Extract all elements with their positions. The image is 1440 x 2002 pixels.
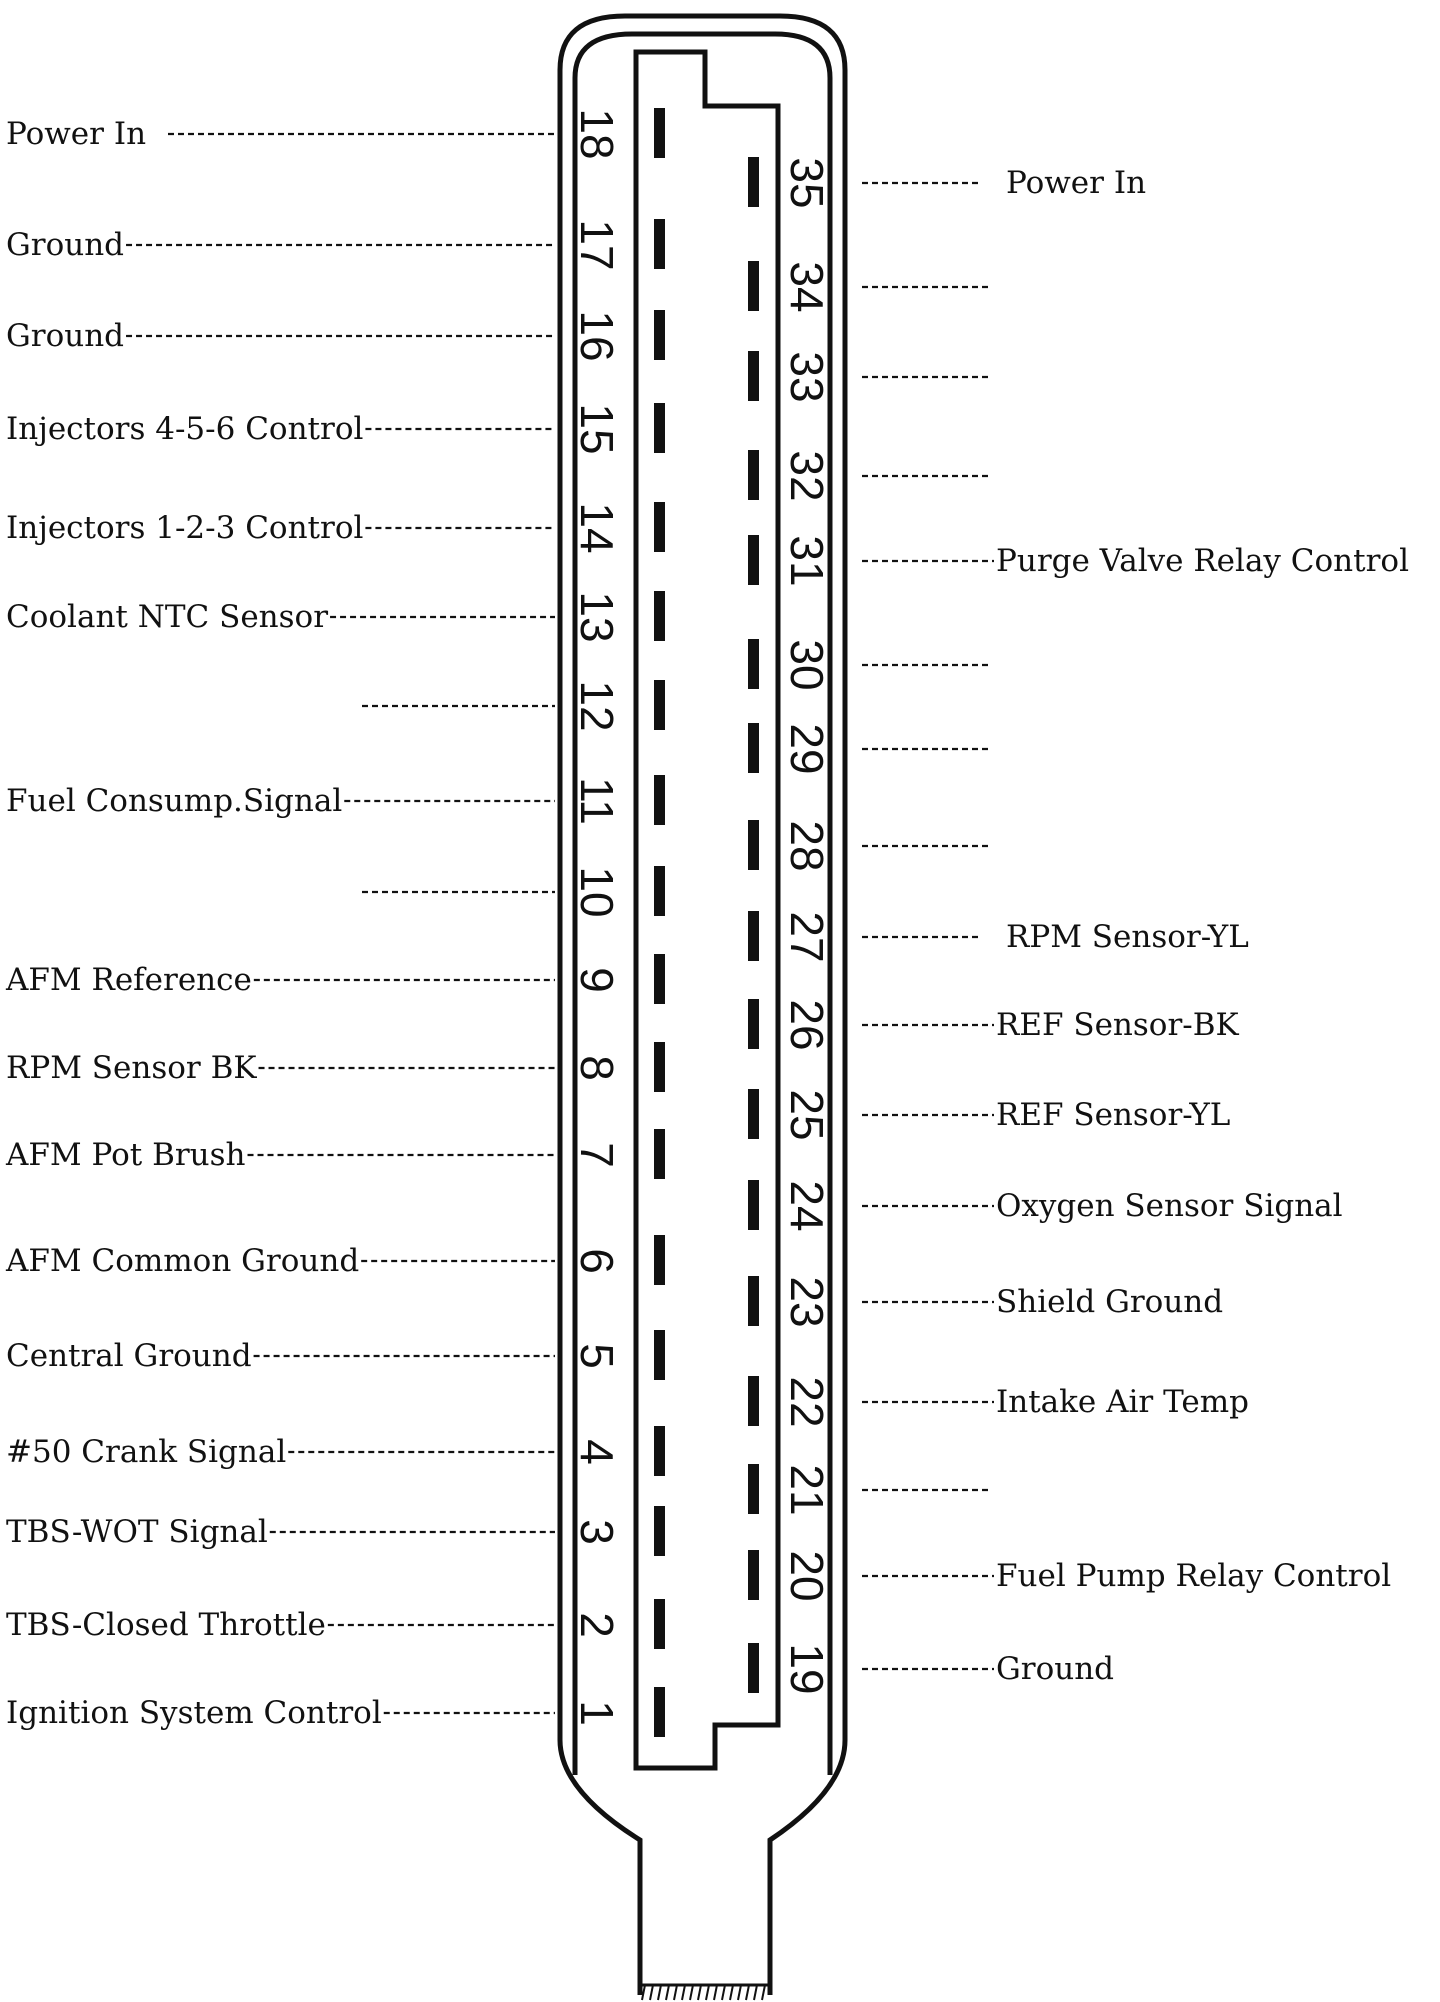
pin-label: REF Sensor-BK xyxy=(996,1007,1239,1043)
left-pin-2 xyxy=(6,1599,665,1649)
right-pin-35 xyxy=(748,157,1146,209)
pin-number: 9 xyxy=(571,967,623,993)
left-pin-13 xyxy=(6,591,665,643)
pin-number: 16 xyxy=(571,310,623,362)
right-pin-27 xyxy=(748,911,1249,963)
pin-label: AFM Reference xyxy=(6,962,252,998)
pin-contact xyxy=(748,1089,759,1139)
pin-contact xyxy=(748,1376,759,1426)
pin-contact xyxy=(748,1643,759,1693)
pin-number: 3 xyxy=(571,1519,623,1545)
pin-label: Injectors 4-5-6 Control xyxy=(6,411,364,447)
pin-number: 34 xyxy=(781,261,833,313)
pin-number: 15 xyxy=(571,403,623,455)
pin-contact xyxy=(654,1129,665,1179)
pin-number: 19 xyxy=(781,1643,833,1695)
pin-number: 14 xyxy=(571,502,623,554)
pin-number: 21 xyxy=(781,1464,833,1516)
pin-label: TBS-WOT Signal xyxy=(6,1514,268,1550)
cable-strands xyxy=(640,1985,770,2000)
pin-label: Intake Air Temp xyxy=(996,1384,1249,1420)
pin-contact xyxy=(654,1506,665,1556)
pin-contact xyxy=(654,591,665,641)
pin-label: Shield Ground xyxy=(996,1284,1224,1320)
pin-number: 33 xyxy=(781,351,833,403)
left-pin-6 xyxy=(5,1235,665,1285)
left-pin-1 xyxy=(6,1687,665,1737)
left-pin-16 xyxy=(6,310,665,362)
left-pin-7 xyxy=(5,1129,665,1179)
pin-contact xyxy=(748,639,759,689)
pin-contact xyxy=(748,1550,759,1600)
pin-label: Oxygen Sensor Signal xyxy=(996,1188,1343,1224)
pin-number: 6 xyxy=(571,1248,623,1274)
right-pin-26 xyxy=(748,999,1240,1051)
pin-contact xyxy=(748,1180,759,1230)
pin-number: 30 xyxy=(781,639,833,691)
pin-contact xyxy=(748,723,759,773)
left-pin-17 xyxy=(6,219,665,271)
pin-number: 2 xyxy=(571,1612,623,1638)
left-pin-10 xyxy=(362,866,665,918)
right-pin-21 xyxy=(748,1464,992,1516)
pin-contact xyxy=(654,866,665,916)
left-pin-row xyxy=(5,108,665,1737)
right-pin-30 xyxy=(748,639,992,691)
right-pin-19 xyxy=(748,1643,1114,1695)
left-pin-12 xyxy=(362,680,665,732)
pin-contact xyxy=(654,775,665,825)
pin-number: 12 xyxy=(571,680,623,732)
pin-number: 13 xyxy=(571,591,623,643)
pin-contact xyxy=(748,1464,759,1514)
pin-number: 8 xyxy=(571,1055,623,1081)
pin-number: 32 xyxy=(781,450,833,502)
pin-number: 17 xyxy=(571,219,623,271)
left-pin-14 xyxy=(6,502,665,554)
pin-contact xyxy=(748,261,759,311)
pin-label: Power In xyxy=(1006,165,1147,201)
pin-label: REF Sensor-YL xyxy=(996,1097,1231,1133)
pin-contact xyxy=(748,450,759,500)
right-pin-22 xyxy=(748,1376,1249,1428)
pin-label: RPM Sensor-YL xyxy=(1006,919,1249,955)
pin-label: AFM Pot Brush xyxy=(6,1137,246,1173)
pin-label: #50 Crank Signal xyxy=(6,1434,287,1470)
pin-label: Fuel Pump Relay Control xyxy=(996,1558,1392,1594)
pin-label: Power In xyxy=(6,116,147,152)
pin-label: AFM Common Ground xyxy=(6,1243,360,1279)
pin-contact xyxy=(748,1276,759,1326)
pin-label: Ignition System Control xyxy=(6,1695,382,1731)
pin-number: 23 xyxy=(781,1276,833,1328)
pin-label: Coolant NTC Sensor xyxy=(6,599,329,635)
pin-contact xyxy=(654,310,665,360)
pin-number: 4 xyxy=(571,1439,623,1465)
pin-contact xyxy=(654,954,665,1004)
left-pin-15 xyxy=(6,403,665,455)
pin-number: 10 xyxy=(571,866,623,918)
right-pin-34 xyxy=(748,261,992,313)
pin-contact xyxy=(654,680,665,730)
pin-number: 27 xyxy=(781,911,833,963)
pin-number: 26 xyxy=(781,999,833,1051)
left-pin-3 xyxy=(6,1506,665,1556)
pin-contact xyxy=(654,1235,665,1285)
left-pin-4 xyxy=(6,1426,665,1476)
pin-number: 25 xyxy=(781,1089,833,1141)
pin-contact xyxy=(654,219,665,269)
pin-label: RPM Sensor BK xyxy=(6,1050,257,1086)
pin-label: Central Ground xyxy=(6,1338,252,1374)
right-pin-29 xyxy=(748,723,992,775)
pin-contact xyxy=(654,403,665,453)
pin-number: 11 xyxy=(571,777,623,825)
right-pin-23 xyxy=(748,1276,1223,1328)
pin-contact xyxy=(748,157,759,207)
pin-number: 24 xyxy=(781,1180,833,1232)
left-pin-18 xyxy=(6,108,665,160)
pin-contact xyxy=(654,1330,665,1380)
pin-label: Ground xyxy=(996,1651,1115,1687)
pin-number: 20 xyxy=(781,1550,833,1602)
pin-label: Fuel Consump.Signal xyxy=(6,783,343,819)
pin-contact xyxy=(748,351,759,401)
pin-contact xyxy=(654,502,665,552)
pin-label: TBS-Closed Throttle xyxy=(6,1607,326,1643)
left-pin-9 xyxy=(5,954,665,1004)
pin-contact xyxy=(654,1426,665,1476)
pin-number: 18 xyxy=(571,108,623,160)
pin-contact xyxy=(654,1599,665,1649)
left-pin-8 xyxy=(6,1042,665,1092)
right-pin-28 xyxy=(748,820,992,872)
pin-label: Injectors 1-2-3 Control xyxy=(6,510,364,546)
pin-number: 29 xyxy=(781,723,833,775)
right-pin-25 xyxy=(748,1089,1230,1141)
right-pin-32 xyxy=(748,450,992,502)
pin-contact xyxy=(654,108,665,158)
pin-contact xyxy=(748,820,759,870)
pin-contact xyxy=(654,1687,665,1737)
pin-number: 31 xyxy=(781,535,833,587)
pin-label: Purge Valve Relay Control xyxy=(996,543,1409,579)
pin-number: 5 xyxy=(571,1343,623,1369)
right-pin-24 xyxy=(748,1180,1343,1232)
pin-contact xyxy=(654,1042,665,1092)
right-pin-33 xyxy=(748,351,992,403)
pin-label: Ground xyxy=(6,318,125,354)
pin-contact xyxy=(748,535,759,585)
pin-number: 22 xyxy=(781,1376,833,1428)
pin-number: 7 xyxy=(571,1142,623,1168)
pin-number: 1 xyxy=(571,1700,623,1726)
pin-contact xyxy=(748,999,759,1049)
pin-number: 28 xyxy=(781,820,833,872)
pin-contact xyxy=(748,911,759,961)
left-pin-11 xyxy=(6,775,665,825)
left-pin-5 xyxy=(6,1330,665,1380)
pin-number: 35 xyxy=(781,157,833,209)
pin-label: Ground xyxy=(6,227,125,263)
